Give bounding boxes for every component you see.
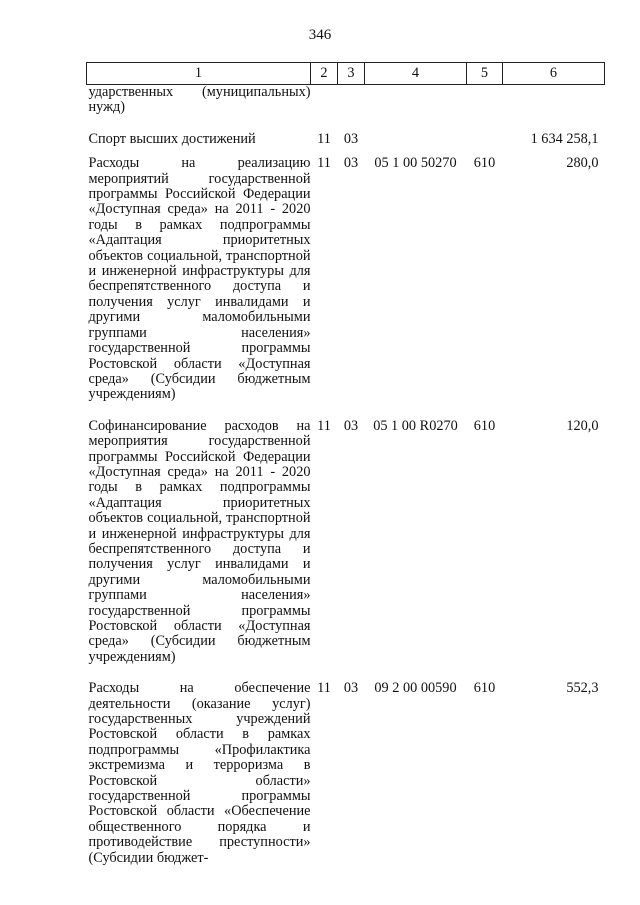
section-code: 11 [317, 130, 331, 147]
subsection-code: 03 [343, 130, 359, 147]
expense-name: Расходы на реализацию мероприятий государственной программы Российской Федерации «Доступная среда» на 2011 - 2020 годы в рамках подпрограммы «Адаптация приоритетных объектов социальной, транспортной и инженерной инфраструктуры для беспрепятственного доступа и получения услуг инвалидами и другими маломобильными группами населения» государственной программы Ростовской области «Доступная среда» (Субсидии бюджетным учреждениям) [88, 155, 311, 403]
column-header-4: 4 [365, 63, 467, 85]
expense-name: Спорт высших достижений [88, 130, 256, 147]
column-header-6: 6 [503, 63, 605, 85]
amount: 120,0 [566, 417, 599, 434]
subsection-code: 03 [343, 417, 359, 434]
table-row [87, 132, 605, 156]
column-header-5: 5 [467, 63, 503, 85]
column-header-2: 2 [311, 63, 338, 85]
target-article-code: 05 1 00 50270 [374, 155, 457, 172]
expense-type-code [467, 85, 503, 132]
subsection-code: 03 [343, 155, 359, 172]
column-header-1: 1 [87, 63, 311, 85]
expense-type-code: 610 [473, 680, 496, 697]
amount: 280,0 [566, 155, 599, 172]
expense-name: Расходы на обеспечение деятельности (оказание услуг) государственных учреждений Ростовской области в рамках подпрограммы «Профилактика экстремизма и терроризма в Ростовской области» государственной программы Ростовской области «Обеспечение общественного порядка и противодействие преступности» (Субсидии бюджет- [88, 680, 311, 866]
target-article-code: 09 2 00 00590 [374, 680, 457, 697]
amount: 552,3 [566, 680, 599, 697]
section-code [311, 85, 338, 132]
expense-type-code: 610 [473, 417, 496, 434]
section-code: 11 [317, 680, 331, 697]
expense-type-code [467, 132, 503, 156]
expense-name: ударственных (муниципальных) нужд) [88, 84, 311, 116]
budget-table [86, 62, 605, 866]
page-number: 346 [308, 27, 332, 43]
section-code: 11 [317, 417, 331, 434]
column-header-3: 3 [338, 63, 365, 85]
expense-type-code: 610 [473, 155, 496, 172]
table-header-row [87, 63, 605, 85]
subsection-code [338, 85, 365, 132]
table-row [87, 681, 605, 866]
target-article-code [365, 85, 467, 132]
amount: 1 634 258,1 [530, 130, 599, 147]
target-article-code: 05 1 00 R0270 [373, 417, 458, 434]
target-article-code [365, 132, 467, 156]
expense-name: Софинансирование расходов на мероприятия государственной программы Российской Федерации «Доступная среда» на 2011 - 2020 годы в рамках подпрограммы «Адаптация приоритетных объектов социальной, транспортной и инженерной инфраструктуры для беспрепятственного доступа и получения услуг инвалидами и другими маломобильными группами населения» государственной программы Ростовской области «Доступная среда» (Субсидии бюджетным учреждениям) [88, 417, 311, 665]
subsection-code: 03 [343, 680, 359, 697]
section-code: 11 [317, 155, 331, 172]
table-row [87, 156, 605, 419]
table-row [87, 419, 605, 682]
table-row [87, 85, 605, 132]
amount [503, 85, 605, 132]
